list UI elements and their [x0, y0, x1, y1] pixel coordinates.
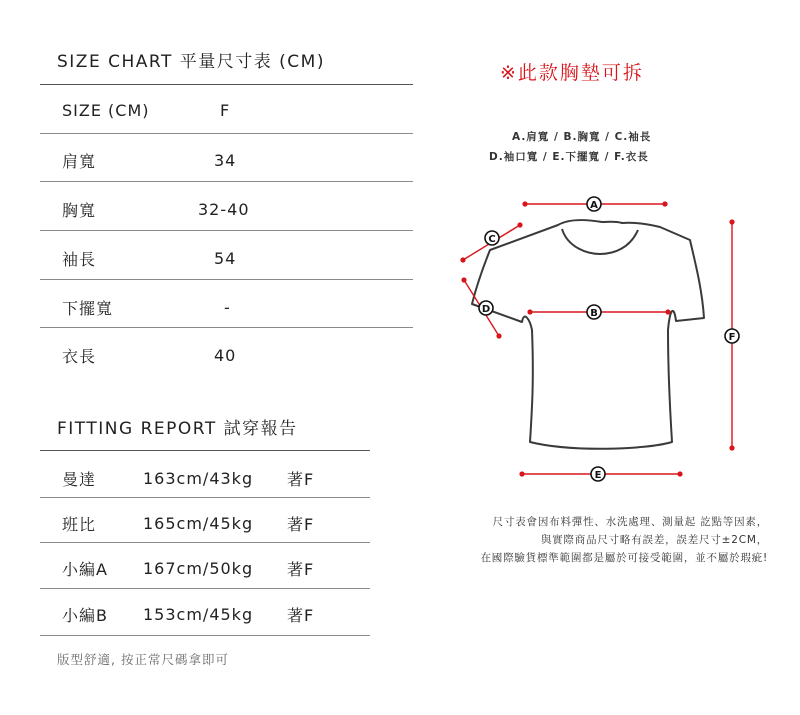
divider	[40, 133, 413, 134]
size-row-value: 34	[214, 151, 237, 170]
marker-f	[725, 329, 739, 343]
fitting-row-size: 著F	[287, 470, 315, 489]
divider	[40, 84, 413, 85]
fitting-row-stats: 153cm/45kg	[143, 605, 254, 624]
divider	[40, 542, 370, 543]
svg-text:F: F	[728, 332, 736, 343]
size-chart-header-label: SIZE (CM)	[62, 101, 150, 120]
marker-d	[479, 301, 493, 315]
marker-e	[591, 467, 605, 481]
divider	[40, 588, 370, 589]
fitting-report-title: FITTING REPORT 試穿報告	[57, 419, 298, 439]
fitting-row-name: 班比	[62, 515, 97, 534]
tshirt-diagram	[440, 180, 760, 500]
svg-text:A: A	[590, 200, 598, 211]
marker-c	[485, 231, 499, 245]
divider	[40, 497, 370, 498]
size-row-value: 40	[214, 346, 237, 365]
size-row-label: 下擺寬	[62, 299, 114, 318]
size-chart-title: SIZE CHART 平量尺寸表 (CM)	[57, 52, 325, 72]
fitting-row-stats: 163cm/43kg	[143, 469, 254, 488]
legend-line-2: D.袖口寬 / E.下擺寬 / F.衣長	[489, 151, 649, 163]
size-chart-header-size: F	[220, 101, 231, 120]
tshirt-collar	[562, 229, 638, 254]
marker-b	[587, 305, 601, 319]
legend-line-1: A.肩寬 / B.胸寬 / C.袖長	[512, 131, 652, 143]
fitting-row-name: 曼達	[62, 470, 97, 489]
fitting-row-size: 著F	[287, 606, 315, 625]
fitting-row-stats: 165cm/45kg	[143, 514, 254, 533]
fitting-row-stats: 167cm/50kg	[143, 559, 254, 578]
size-row-label: 胸寬	[62, 201, 97, 220]
divider	[40, 635, 370, 636]
fitting-row-size: 著F	[287, 560, 315, 579]
marker-a	[587, 197, 601, 211]
svg-text:E: E	[594, 470, 602, 481]
divider	[40, 181, 413, 182]
svg-text:B: B	[590, 308, 598, 319]
divider	[40, 327, 413, 328]
disclaimer-line-2: 與實際商品尺寸略有誤差，誤差尺寸±2CM，	[540, 534, 768, 546]
divider	[40, 230, 413, 231]
size-row-value: 32-40	[198, 200, 250, 219]
size-row-value: -	[224, 298, 231, 317]
size-row-label: 肩寬	[62, 152, 97, 171]
size-row-label: 衣長	[62, 347, 97, 366]
fitting-row-size: 著F	[287, 515, 315, 534]
fitting-row-name: 小編A	[62, 560, 108, 579]
disclaimer-line-1: 尺寸表會因布料彈性、水洗處理、測量起 訖點等因素，	[492, 516, 768, 528]
svg-text:C: C	[488, 234, 496, 245]
divider	[40, 279, 413, 280]
tshirt-outline	[472, 220, 704, 449]
svg-text:D: D	[481, 304, 491, 315]
disclaimer-line-3: 在國際驗貨標準範圍都是屬於可接受範圍，並不屬於瑕疵!	[480, 552, 768, 564]
removable-pad-notice: ※此款胸墊可拆	[500, 62, 644, 84]
fitting-row-name: 小編B	[62, 606, 108, 625]
size-row-label: 袖長	[62, 250, 97, 269]
divider	[40, 450, 370, 451]
fitting-footnote: 版型舒適, 按正常尺碼拿即可	[57, 652, 229, 667]
size-row-value: 54	[214, 249, 237, 268]
